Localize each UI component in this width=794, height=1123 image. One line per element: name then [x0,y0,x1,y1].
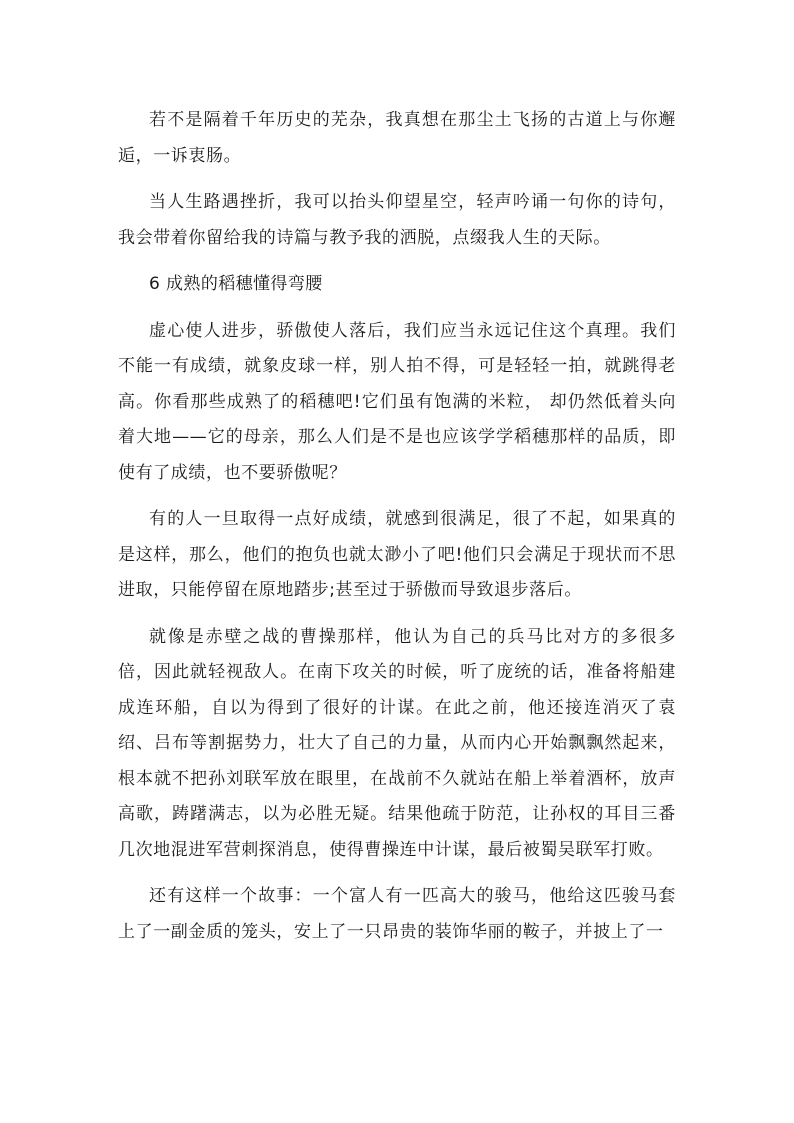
paragraph-5: 就像是赤壁之战的曹操那样，他认为自己的兵马比对方的多很多倍，因此就轻视敌人。在南下攻关的时候，听了庞统的话，准备将船建成连环船，自以为得到了很好的计谋。在此之前，他还接连消灭了袁绍、吕布等割据势力，壮大了自己的力量，从而内心开始飘飘然起来，根本就不把孙刘联军放在眼里，在战前不久就站在船上举着酒杯，放声高歌，踌躇满志，以为必胜无疑。结果他疏于防范，让孙权的耳目三番几次地混进军营刺探消息，使得曹操连中计谋，最后被蜀吴联军打败。 [118,626,676,860]
document-body [118,103,676,961]
paragraph-6: 还有这样一个故事：一个富人有一匹高大的骏马，他给这匹骏马套上了一副金质的笼头，安上了一只昂贵的装饰华丽的鞍子，并披上了一 [118,886,676,942]
paragraph-2: 当人生路遇挫折，我可以抬头仰望星空，轻声吟诵一句你的诗句，我会带着你留给我的诗篇与教予我的洒脱，点缀我人生的天际。 [118,192,676,248]
paragraph-1: 若不是隔着千年历史的芜杂，我真想在那尘土飞扬的古道上与你邂逅，一诉衷肠。 [118,110,676,166]
section-heading: 6 成熟的稻穗懂得弯腰 [149,274,323,294]
paragraph-4: 有的人一旦取得一点好成绩，就感到很满足，很了不起，如果真的是这样，那么，他们的抱负也就太渺小了吧!他们只会满足于现状而不思进取，只能停留在原地踏步;甚至过于骄傲而导致退步落后。 [118,509,676,600]
paragraph-3: 虚心使人进步，骄傲使人落后，我们应当永远记住这个真理。我们不能一有成绩，就象皮球一样，别人拍不得，可是轻轻一拍，就跳得老高。你看那些成熟了的稻穗吧!它们虽有饱满的米粒， 却仍然低着头向着大地——它的母亲，那么人们是不是也应该学学稻穗那样的品质，即使有了成绩，也不要骄傲呢？ [118,320,676,483]
